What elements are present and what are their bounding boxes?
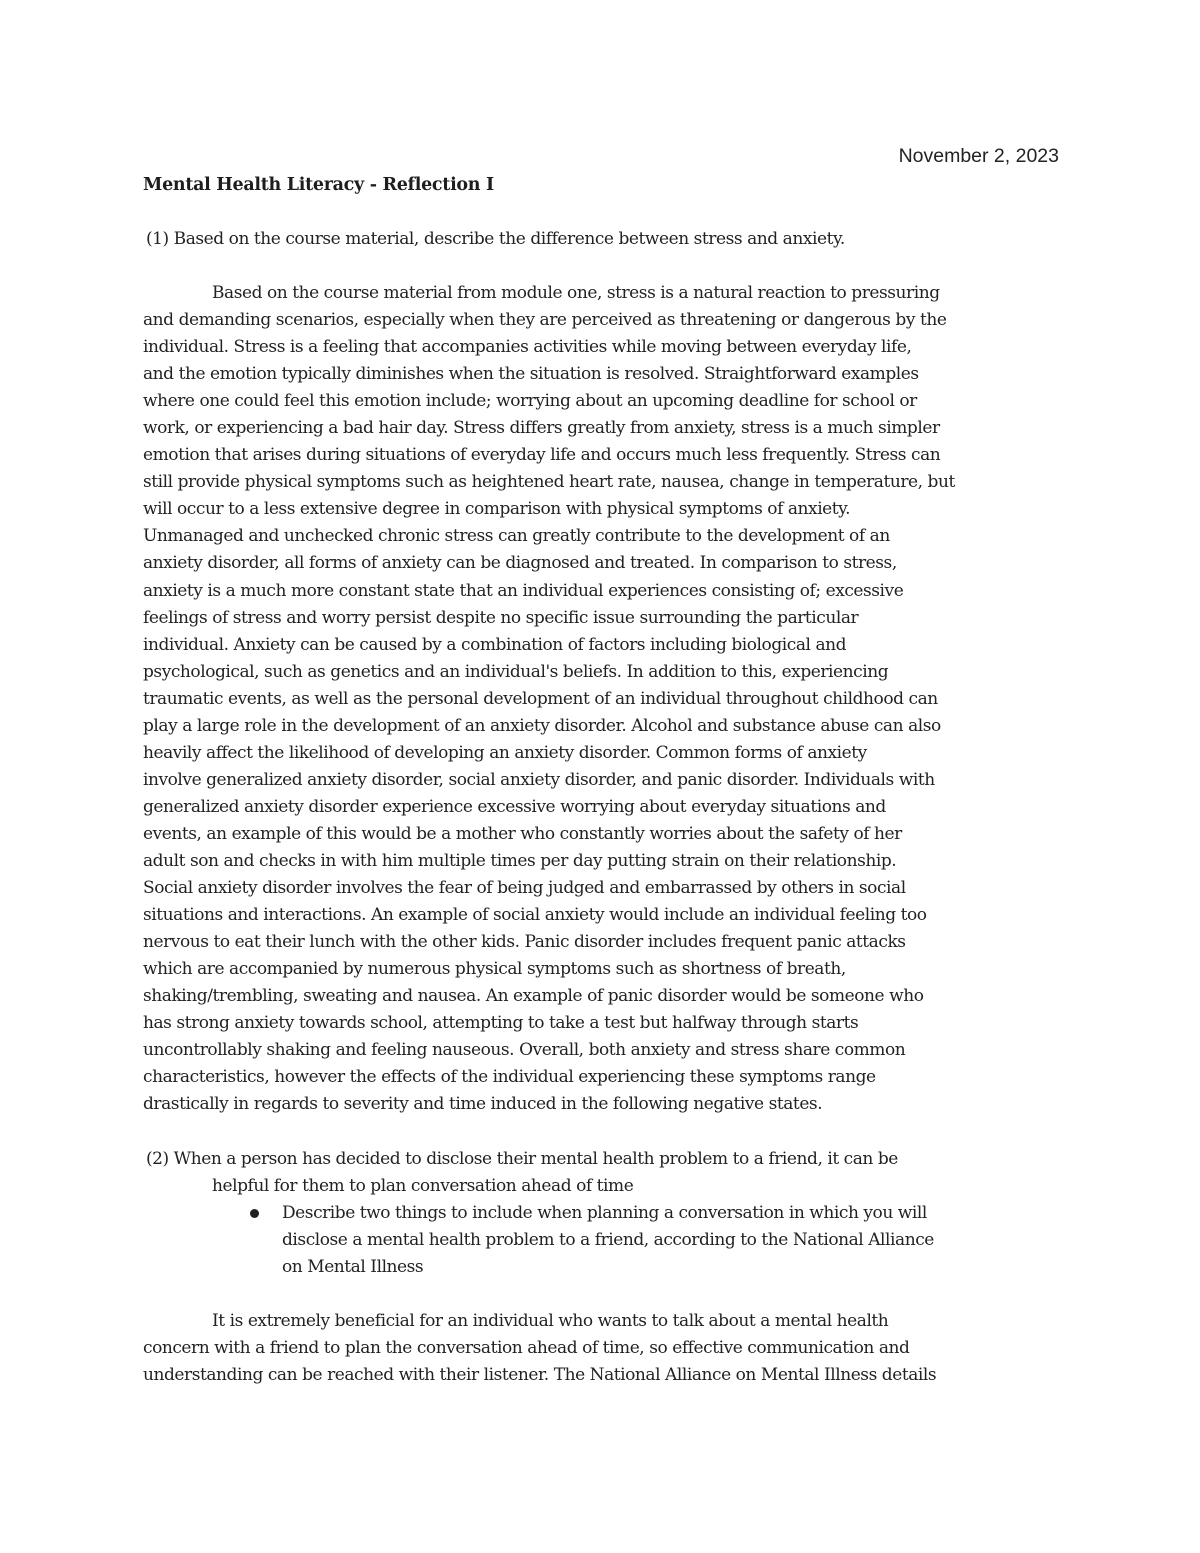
paragraph-line: and demanding scenarios, especially when they are perceived as threatening or dangerous by the (143, 310, 947, 331)
paragraph-line: will occur to a less extensive degree in comparison with physical symptoms of anxiety. (143, 499, 851, 520)
paragraph-line: individual. Stress is a feeling that accompanies activities while moving between everyday life, (143, 337, 912, 358)
paragraph-line: Social anxiety disorder involves the fear of being judged and embarrassed by others in social (143, 878, 906, 899)
paragraph-line: adult son and checks in with him multiple times per day putting strain on their relationship. (143, 850, 897, 871)
paragraph-line: individual. Anxiety can be caused by a combination of factors including biological and (143, 634, 847, 655)
paragraph-line: feelings of stress and worry persist despite no specific issue surrounding the particular (143, 607, 859, 628)
paragraph-line: Unmanaged and unchecked chronic stress can greatly contribute to the development of an (143, 526, 890, 547)
question-1 (143, 226, 1063, 253)
paragraph-line: still provide physical symptoms such as heightened heart rate, nausea, change in temperature, but (143, 472, 955, 493)
answer-1-paragraph (143, 280, 1063, 1118)
paragraph-line: anxiety is a much more constant state that an individual experiences consisting of; excessive (143, 580, 904, 601)
paragraph-line: play a large role in the development of an anxiety disorder. Alcohol and substance abuse can also (143, 715, 941, 736)
bullet-line: on Mental Illness (282, 1257, 424, 1278)
bullet-line: disclose a mental health problem to a friend, according to the National Alliance (282, 1230, 934, 1251)
paragraph-line: situations and interactions. An example of social anxiety would include an individual feeling too (143, 905, 927, 926)
question-2-text: (2) When a person has decided to disclose their mental health problem to a friend, it can be (146, 1149, 898, 1169)
paragraph-line: work, or experiencing a bad hair day. Stress differs greatly from anxiety, stress is a much simpler (143, 418, 940, 439)
bullet-line: Describe two things to include when planning a conversation in which you will (282, 1203, 927, 1223)
paragraph-line: has strong anxiety towards school, attempting to take a test but halfway through starts (143, 1013, 859, 1034)
paragraph-line: nervous to eat their lunch with the other kids. Panic disorder includes frequent panic attacks (143, 932, 906, 953)
paragraph-line: events, an example of this would be a mother who constantly worries about the safety of her (143, 823, 902, 844)
document-title: Mental Health Literacy - Reflection I (143, 175, 494, 195)
question-1-text: (1) Based on the course material, describe the difference between stress and anxiety. (146, 229, 845, 249)
paragraph-line: traumatic events, as well as the personal development of an individual throughout childhood can (143, 688, 938, 709)
paragraph-line: emotion that arises during situations of everyday life and occurs much less frequently. Stress can (143, 445, 941, 466)
paragraph-line: generalized anxiety disorder experience excessive worrying about everyday situations and (143, 796, 886, 817)
paragraph-line: characteristics, however the effects of the individual experiencing these symptoms range (143, 1067, 876, 1088)
paragraph-line: involve generalized anxiety disorder, social anxiety disorder, and panic disorder. Individuals with (143, 769, 935, 790)
paragraph-line: shaking/trembling, sweating and nausea. An example of panic disorder would be someone who (143, 986, 924, 1007)
paragraph-line: where one could feel this emotion include; worrying about an upcoming deadline for school or (143, 391, 917, 412)
paragraph-line: and the emotion typically diminishes when the situation is resolved. Straightforward examples (143, 364, 919, 385)
paragraph-line: heavily affect the likelihood of developing an anxiety disorder. Common forms of anxiety (143, 742, 867, 763)
paragraph-line: Based on the course material from module one, stress is a natural reaction to pressuring (212, 283, 940, 303)
paragraph-line: concern with a friend to plan the conversation ahead of time, so effective communication and (143, 1338, 910, 1359)
bullet-icon (250, 1209, 259, 1218)
answer-2-paragraph (143, 1308, 1063, 1389)
paragraph-line: psychological, such as genetics and an individual's beliefs. In addition to this, experiencing (143, 661, 889, 682)
paragraph-line: anxiety disorder, all forms of anxiety can be diagnosed and treated. In comparison to stress, (143, 553, 897, 574)
paragraph-line: which are accompanied by numerous physical symptoms such as shortness of breath, (143, 959, 846, 980)
paragraph-line: uncontrollably shaking and feeling nauseous. Overall, both anxiety and stress share common (143, 1040, 906, 1061)
paragraph-line: understanding can be reached with their listener. The National Alliance on Mental Illness details (143, 1365, 937, 1386)
question-2-bullet (250, 1200, 1070, 1281)
document-date: November 2, 2023 (898, 145, 1059, 167)
question-2 (143, 1146, 1063, 1200)
paragraph-line: drastically in regards to severity and time induced in the following negative states. (143, 1094, 823, 1115)
paragraph-line: It is extremely beneficial for an individual who wants to talk about a mental health (212, 1311, 889, 1331)
question-2-text-continued: helpful for them to plan conversation ahead of time (212, 1176, 634, 1197)
